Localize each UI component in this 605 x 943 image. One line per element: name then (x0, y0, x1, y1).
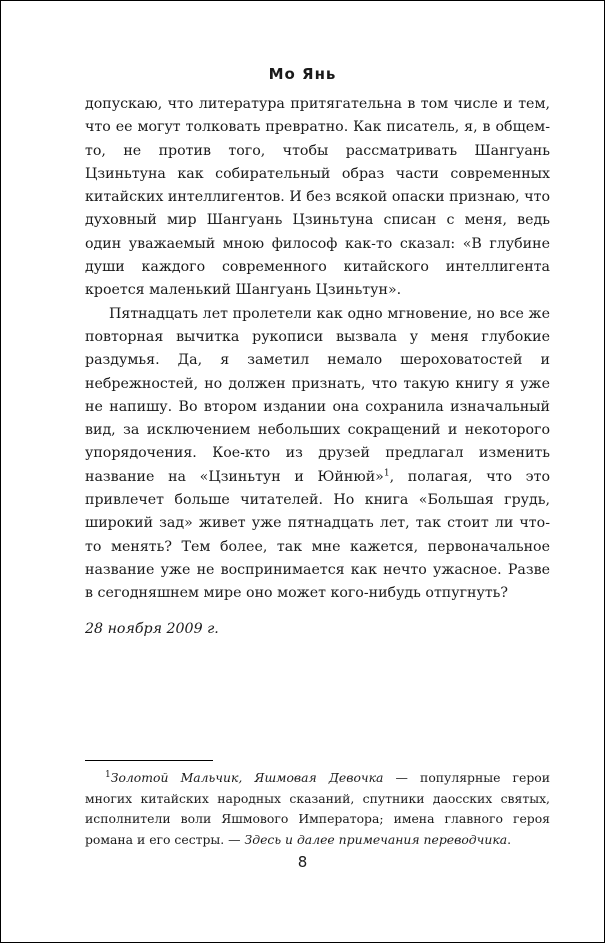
paragraph-2 (85, 303, 550, 606)
page-number: 8 (297, 853, 308, 871)
footnote-reference[interactable]: 1 (383, 468, 390, 479)
signature-date: 28 ноября 2009 г. (85, 620, 219, 637)
paragraph-1: допускаю, что литература притягательна в том числе и тем, что ее могут толковать превратно. Как писатель, я, в общем-то, не против того, чтобы рассматривать Шангуань Цзиньтуна как собирательный образ части современных китайских интеллигентов. И без всякой опаски признаю, что духовный мир Шангуань Цзиньтуна списан с меня, ведь один уважаемый мною философ как-то сказал: «В глубине души каждого современного китайского интеллигента кроется маленький Шангуань Цзиньтун». (85, 96, 550, 299)
footnote-end: . (507, 831, 512, 847)
footnote (85, 768, 550, 850)
footnote-term: Золотой Мальчик, Яшмовая Девочка (110, 770, 384, 785)
main-text (85, 93, 550, 641)
footnote-marker: 1 (105, 769, 111, 780)
footnote-translator-note: Здесь и далее примечания переводчика (244, 831, 508, 847)
paragraph-2-part-2: , полагая, что это привлечет больше читателей. Но книга «Большая грудь, широкий зад» живет уже пятнадцать лет, так стоит ли что-то менять? Тем более, так мне кажется, первоначальное название уже не воспринимается как нечто ужасное. Разве в сегодняшнем мире оно может кого-нибудь отпугнуть? (85, 468, 550, 602)
paragraph-2-part-1: Пятнадцать лет пролетели как одно мгновение, но все же повторная вычитка рукописи вызвала у меня глубокие раздумья. Да, я заметил немало шероховатостей и небрежностей, но должен признать, что такую книгу я уже не напишу. Во втором издании она сохранила изначальный вид, за исключением небольших сокращений и некоторого упорядочения. Кое-кто из друзей предлагал изменить название на «Цзиньтун и Юйнюй» (85, 305, 550, 485)
running-header: Мо Янь (268, 65, 337, 83)
footnote-text: — популярные герои многих китайских народных сказаний, спутники даосских святых, исполнители воли Яшмового Императора; имена главного героя романа и его сестры. — (85, 770, 550, 847)
footnote-divider (85, 760, 213, 761)
